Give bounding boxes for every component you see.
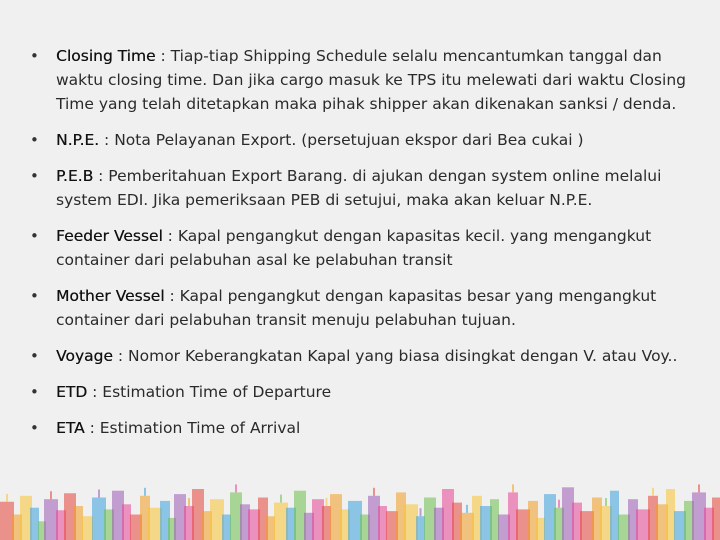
bullet-icon: • <box>30 347 39 365</box>
skyline-building <box>122 504 131 540</box>
skyline-spire <box>558 500 560 508</box>
definition-text: Estimation Time of Arrival <box>99 419 301 437</box>
separator: : <box>84 419 100 437</box>
skyline-spire <box>50 491 52 499</box>
term: N.P.E. <box>56 131 100 149</box>
definition-list <box>30 44 698 452</box>
separator: : <box>164 287 180 305</box>
skyline-spire <box>652 488 654 496</box>
city-skyline-decoration <box>0 470 720 540</box>
separator: : <box>112 347 129 365</box>
skyline-spire <box>144 488 146 496</box>
skyline-building <box>210 499 224 540</box>
skyline-building <box>322 506 331 540</box>
definition-item-mother-vessel <box>30 284 698 332</box>
definition-item-closing-time <box>30 44 698 116</box>
term: Feeder Vessel <box>56 227 163 245</box>
skyline-building <box>266 516 275 540</box>
skyline-building <box>222 515 231 540</box>
skyline-building <box>416 516 425 540</box>
skyline-building <box>44 499 58 540</box>
separator: : <box>99 131 115 149</box>
skyline-building <box>712 498 720 540</box>
definition-item-feeder-vessel <box>30 224 698 272</box>
bullet-icon: • <box>30 287 39 305</box>
skyline-building <box>536 518 545 540</box>
skyline-building <box>580 511 594 540</box>
skyline-spire <box>512 484 514 492</box>
skyline-building <box>274 503 288 540</box>
definition-text: Kapal pengangkut dengan kapasitas kecil. yang mengangkut container dari pelabuhan asal ke pelabuhan transit <box>56 227 652 269</box>
skyline-spire <box>373 488 375 496</box>
term: Mother Vessel <box>56 287 165 305</box>
skyline-building <box>378 506 387 540</box>
separator: : <box>162 227 178 245</box>
term: P.E.B <box>56 167 94 185</box>
skyline-spire <box>605 498 607 506</box>
bullet-icon: • <box>30 131 39 149</box>
bullet-icon: • <box>30 167 39 185</box>
definition-text: Tiap-tiap Shipping Schedule selalu mencantumkan tanggal dan waktu closing time. Dan jika cargo masuk ke TPS itu melewati dari waktu Closing Time yang telah ditetapkan maka pihak shipper akan dikenakan sanksi / denda. <box>56 47 686 113</box>
skyline-spire <box>698 484 700 492</box>
definition-text: Kapal pengangkut dengan kapasitas besar yang mengangkut container dari pelabuhan transit menuju pelabuhan tujuan. <box>56 287 657 329</box>
skyline-building <box>666 489 675 540</box>
definition-text: Nota Pelayanan Export. (persetujuan ekspor dari Bea cukai ) <box>114 131 584 149</box>
skyline-spire <box>98 490 100 498</box>
bullet-icon: • <box>30 383 39 401</box>
definition-item-etd <box>30 380 698 404</box>
definition-item-peb <box>30 164 698 212</box>
skyline-spire <box>235 484 237 492</box>
skyline-building <box>636 509 650 540</box>
skyline-building <box>516 509 530 540</box>
skyline-building <box>92 498 106 540</box>
term: ETD <box>56 383 88 401</box>
skyline-building <box>30 508 39 540</box>
skyline-spire <box>466 505 468 513</box>
skyline-building <box>74 506 83 540</box>
skyline-building <box>490 499 499 540</box>
definition-text: Estimation Time of Departure <box>102 383 332 401</box>
skyline-spire <box>188 498 190 506</box>
skyline-spire <box>6 494 8 502</box>
skyline-building <box>460 513 474 540</box>
definition-text: Nomor Keberangkatan Kapal yang biasa disingkat dengan V. atau Voy.. <box>128 347 678 365</box>
skyline-spire <box>280 495 282 503</box>
skyline-spire <box>326 498 328 506</box>
term: Voyage <box>56 347 113 365</box>
separator: : <box>155 47 171 65</box>
skyline-building <box>610 491 619 540</box>
skyline-building <box>148 508 162 540</box>
definition-item-voyage <box>30 344 698 368</box>
skyline-spire <box>420 508 422 516</box>
bullet-icon: • <box>30 419 39 437</box>
skyline-building <box>404 504 418 540</box>
bullet-icon: • <box>30 47 39 65</box>
separator: : <box>93 167 109 185</box>
term: ETA <box>56 419 85 437</box>
definition-text: Pemberitahuan Export Barang. di ajukan dengan system online melalui system EDI. Jika pemeriksaan PEB di setujui, maka akan keluar N.P.E. <box>56 167 662 209</box>
skyline-building <box>0 502 14 540</box>
skyline-building <box>82 516 93 540</box>
definition-item-eta <box>30 416 698 440</box>
skyline-building <box>348 501 362 540</box>
bullet-icon: • <box>30 227 39 245</box>
term: Closing Time <box>56 47 156 65</box>
skyline-building <box>692 492 706 540</box>
separator: : <box>87 383 103 401</box>
definition-item-npe <box>30 128 698 152</box>
